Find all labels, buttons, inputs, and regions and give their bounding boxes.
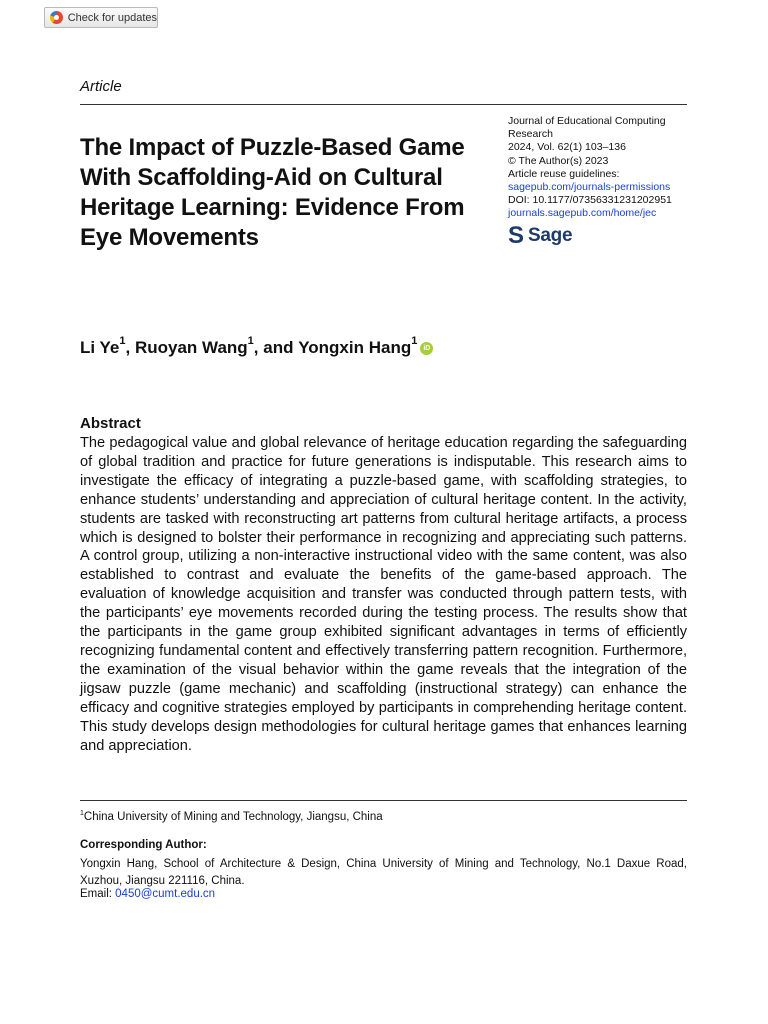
affiliation-footnote [80, 810, 383, 823]
check-for-updates-label: Check for updates [67, 11, 157, 24]
footnote-divider [80, 800, 687, 801]
header-divider [80, 104, 687, 105]
doi: DOI: 10.1177/07356331231202951 [508, 194, 672, 207]
affiliation-mark: 1 [80, 810, 84, 817]
email-link[interactable]: 0450@cumt.edu.cn [115, 888, 216, 900]
journal-volume: 2024, Vol. 62(1) 103–136 [508, 141, 626, 154]
check-for-updates-button[interactable] [44, 7, 158, 28]
author-separator: , [125, 338, 135, 357]
article-title: The Impact of Puzzle-Based Game With Scaffolding-Aid on Cultural Heritage Learning: Evidence From Eye Movements [80, 134, 465, 251]
journal-name-line-1: Journal of Educational Computing [508, 115, 666, 127]
article-type-label: Article [80, 78, 122, 95]
affiliation-mark: 1 [411, 335, 418, 347]
reuse-guidelines-label: Article reuse guidelines: [508, 167, 620, 180]
affiliation-mark: 1 [247, 335, 254, 347]
affiliation-mark: 1 [119, 335, 126, 347]
author-name: Ruoyan Wang [134, 338, 248, 357]
abstract-heading: Abstract [80, 415, 141, 432]
author-separator: , and [253, 338, 299, 357]
author-list [80, 335, 433, 358]
email-label: Email: [80, 888, 116, 900]
sage-logo [508, 222, 573, 249]
journal-home-link[interactable]: journals.sagepub.com/home/jec [508, 207, 657, 220]
sage-s-logo: S [508, 222, 525, 249]
permissions-link[interactable]: sagepub.com/journals-permissions [508, 181, 671, 194]
abstract-text: The pedagogical value and global relevance of heritage education regarding the safeguarding of global tradition and practice for future generations is indisputable. This research aims to investigate the efficacy of integrating a puzzle-based game, with scaffolding strategies, to enhance students’ understanding and appreciation of cultural heritage content. In the activity, students are tasked with reconstructing art patterns from cultural heritage artifacts, a process which is designed to bolster their performance in recognizing and appreciating such patterns. A control group, utilizing a non-interactive instructional video with the same content, was also established to contrast and evaluate the benefits of the game-based approach. The evaluation of knowledge acquisition and transfer was conducted through pattern tests, with the participants’ eye movements recorded during the testing process. The results show that the participants in the game group exhibited significant advantages in terms of efficiently recognizing fundamental content and effectively transferring pattern recognition. Furthermore, the examination of the visual behavior within the game reveals that the integration of the jigsaw puzzle (game mechanic) and scaffolding (instructional strategy) can enhance the efficacy and cognitive strategies employed by participants in comprehending heritage content. This study develops design methodologies for cultural heritage games that enhances learning and appreciation. [80, 435, 687, 754]
journal-name-line-2: Research [508, 128, 553, 141]
sage-wordmark: Sage [528, 225, 573, 246]
corresponding-author-heading: Corresponding Author: [80, 839, 207, 851]
author-name: Li Ye [80, 338, 120, 357]
corresponding-author-address: Yongxin Hang, School of Architecture & Design, China University of Mining and Technology, No.1 Daxue Road, Xuzhou, Jiangsu 221116, China. [80, 858, 687, 887]
crossmark-icon [50, 11, 63, 24]
email-line [80, 888, 215, 900]
affiliation-text: China University of Mining and Technology, Jiangsu, China [83, 810, 383, 823]
copyright-notice: © The Author(s) 2023 [508, 154, 609, 167]
author-name: Yongxin Hang [298, 338, 412, 357]
journal-info [508, 115, 698, 221]
orcid-icon[interactable]: iD [420, 342, 433, 355]
